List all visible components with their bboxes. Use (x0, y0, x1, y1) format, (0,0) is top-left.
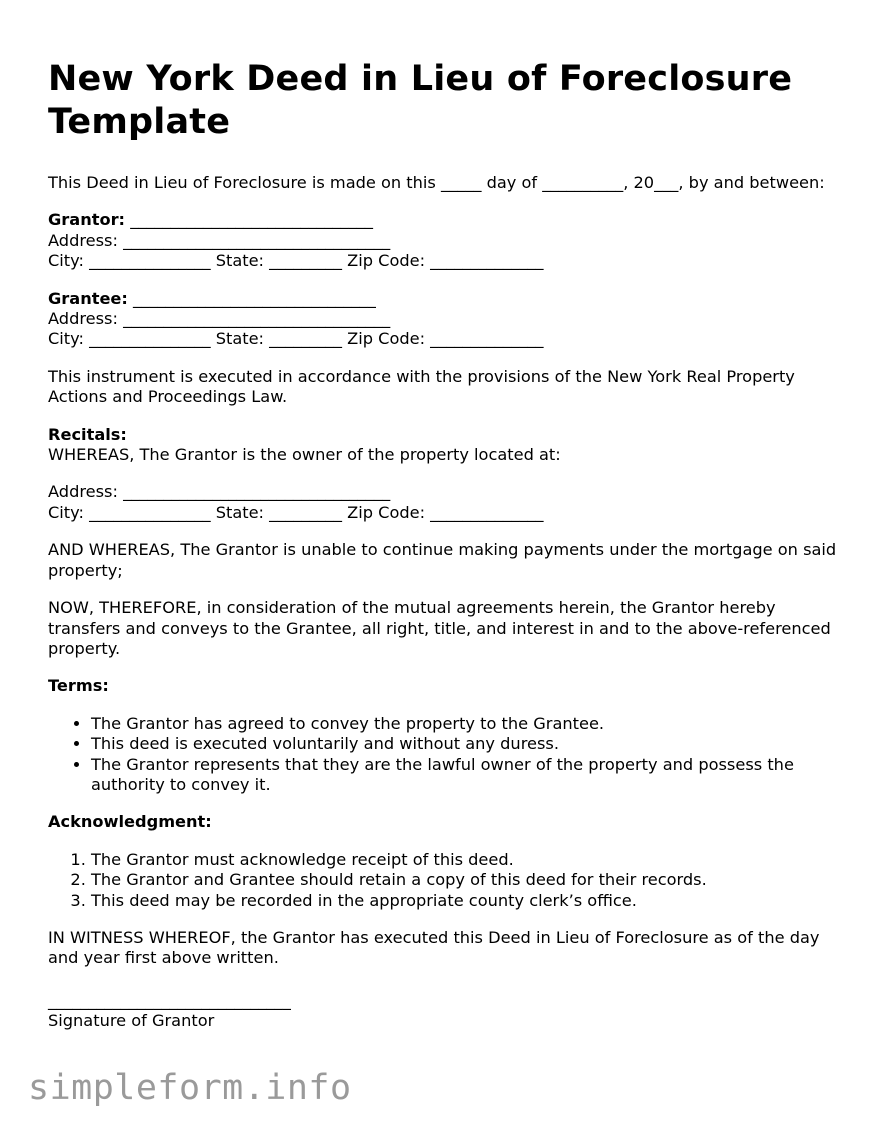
grantor-address-line: Address: _________________________________ (48, 230, 391, 250)
recitals-section (48, 425, 838, 466)
document-title: New York Deed in Lieu of Foreclosure Template (48, 59, 793, 142)
signature-label: Signature of Grantor (48, 1011, 215, 1031)
signature-block (48, 991, 838, 1032)
property-address-line: Address: _________________________________ (48, 482, 391, 502)
grantee-section (48, 289, 838, 350)
intro-paragraph: This Deed in Lieu of Foreclosure is made on this _____ day of __________, 20___, by and between: (48, 173, 825, 192)
list-item: • This deed is executed voluntarily and without any duress. (91, 734, 838, 754)
terms-heading: Terms: (48, 676, 109, 696)
property-city-line: City: _______________ State: _________ Zip Code: ______________ (48, 502, 544, 522)
property-location (48, 482, 838, 523)
signature-line: ______________________________ (48, 990, 291, 1010)
list-item: 2. The Grantor and Grantee should retain a copy of this deed for their records. (91, 870, 838, 890)
grantor-label: Grantor: (48, 210, 126, 230)
list-item: 1. The Grantor must acknowledge receipt of this deed. (91, 850, 838, 870)
now-therefore-paragraph: NOW, THEREFORE, in consideration of the mutual agreements herein, the Grantor hereby transfers and conveys to the Grantee, all right, title, and interest in and to the above-referenced property. (48, 598, 831, 658)
list-item: 3. This deed may be recorded in the appropriate county clerk’s office. (91, 891, 838, 911)
document-body (48, 173, 838, 1032)
grantor-name-line (48, 210, 838, 230)
grantee-name-blank: ______________________________ (127, 288, 376, 308)
grantor-city-line: City: _______________ State: _________ Zip Code: ______________ (48, 251, 544, 271)
recitals-heading: Recitals: (48, 424, 127, 444)
list-item: • The Grantor has agreed to convey the property to the Grantee. (91, 714, 838, 734)
recitals-whereas: WHEREAS, The Grantor is the owner of the property located at: (48, 445, 561, 465)
grantee-city-line: City: _______________ State: _________ Zip Code: ______________ (48, 329, 544, 349)
grantee-label: Grantee: (48, 288, 128, 308)
grantee-address-line: Address: _________________________________ (48, 309, 391, 329)
acknowledgment-heading: Acknowledgment: (48, 812, 212, 832)
grantor-section (48, 210, 838, 271)
witness-paragraph: IN WITNESS WHEREOF, the Grantor has executed this Deed in Lieu of Foreclosure as of the day and year first above written. (48, 927, 820, 968)
acknowledgment-list (48, 850, 838, 911)
terms-list (48, 714, 838, 796)
and-whereas-paragraph: AND WHEREAS, The Grantor is unable to continue making payments under the mortgage on said property; (48, 540, 837, 580)
site-watermark: simpleform.info (28, 1068, 352, 1108)
document-page (48, 58, 838, 1032)
grantee-name-line (48, 289, 838, 309)
instrument-paragraph: This instrument is executed in accordance with the provisions of the New York Real Property Actions and Proceedings Law. (48, 366, 795, 407)
grantor-name-blank: ______________________________ (125, 210, 374, 230)
list-item: • The Grantor represents that they are the lawful owner of the property and possess the authority to convey it. (91, 755, 838, 796)
